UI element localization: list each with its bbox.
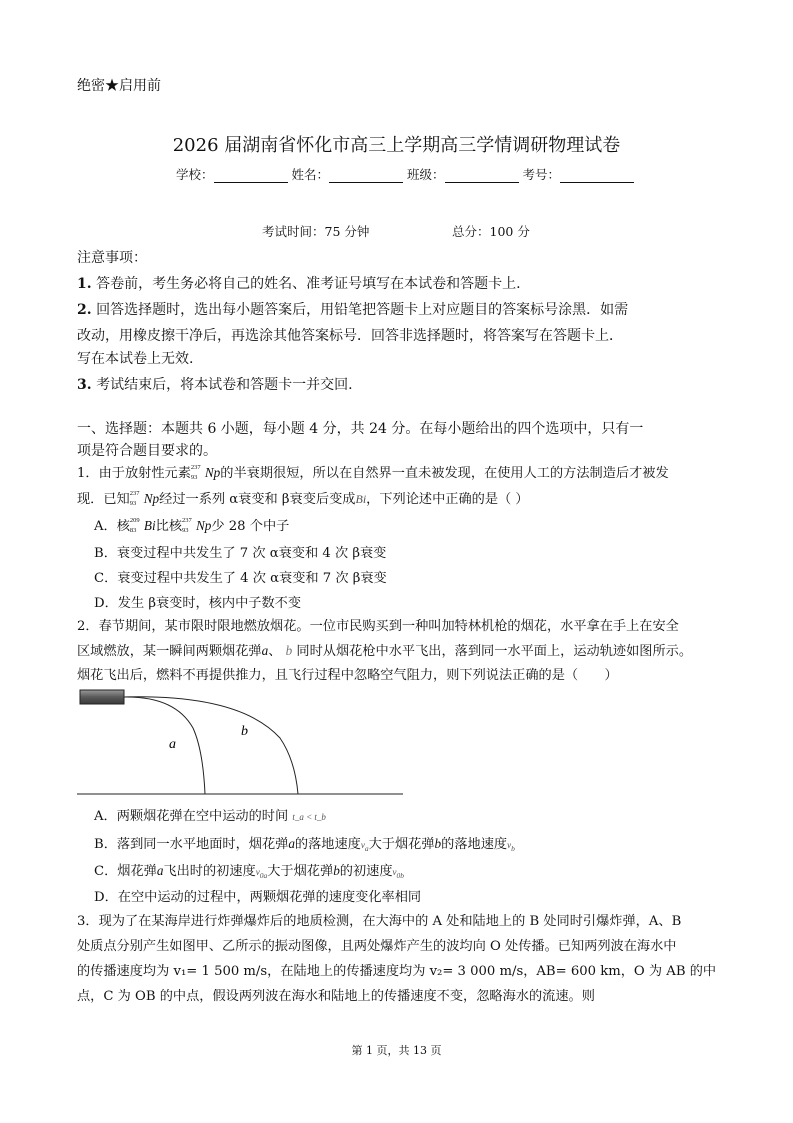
page-footer: 第 1 页，共 13 页 <box>351 1044 442 1057</box>
np-isotope: 237 93 <box>190 463 201 481</box>
q1-option-d[interactable]: D．发生 β衰变时，核内中子数不变 <box>94 596 302 611</box>
question-1-line-2: 现．已知 237 93 Np经过一系列 α衰变和 β衰变后变成Bi，下列论述中正确的是（ ） <box>77 489 529 507</box>
label-b: b <box>241 724 248 739</box>
question-3-line-1: 3．现为了在某海岸进行炸弹爆炸后的地质检测，在大海中的 A 处和陆地上的 B 处同时引爆炸弹，A、B <box>77 914 682 929</box>
note-item: 写在本试卷上无效. <box>77 351 194 367</box>
trajectory-b <box>124 697 298 794</box>
question-3-line-2: 处质点分别产生如图甲、乙所示的振动图像，且两处爆炸产生的波均向 O 处传播。已知两列波在海水中 <box>77 939 677 954</box>
note-item: 改动，用橡皮擦干净后，再选涂其他答案标号．回答非选择题时，将答案写在答题卡上． <box>77 328 623 344</box>
class-field[interactable] <box>445 170 519 183</box>
note-item: 2. 回答选择题时，选出每小题答案后，用铅笔把答题卡上对应题目的答案标号涂黑．如需 <box>77 302 629 318</box>
exam-time: 考试时间：75 分钟 <box>262 224 370 239</box>
page-title: 2026 届湖南省怀化市高三上学期高三学情调研物理试卷 <box>172 135 621 156</box>
q1-option-b[interactable]: B．衰变过程中共发生了 7 次 α衰变和 4 次 β衰变 <box>94 546 387 561</box>
question-2-line-3: 烟花飞出后，燃料不再提供推力，且飞行过程中忽略空气阻力，则下列说法正确的是（ ） <box>77 668 618 683</box>
q2-option-a[interactable]: A．两颗烟花弹在空中运动的时间 t_a < t_b <box>94 809 326 824</box>
launcher-tube <box>80 690 124 704</box>
school-label: 学校： <box>176 167 214 182</box>
name-field[interactable] <box>329 170 403 183</box>
question-3-line-4: 点，C 为 OB 的中点，假设两列波在海水和陆地上的传播速度不变，忽略海水的流速。则 <box>77 989 595 1004</box>
student-info-row <box>176 165 638 183</box>
q2-option-b[interactable]: B．落到同一水平地面时，烟花弹a的落地速度$v_a$大于烟花弹b的落地速度$v_b$ <box>94 836 515 853</box>
q1-option-a[interactable]: A．核 209 83 Bi比核 237 93 Np少 28 个中子 <box>94 516 290 534</box>
question-3-line-3: 的传播速度均为 v₁= 1 500 m/s，在陆地上的传播速度均为 v₂= 3 000 m/s，AB= 600 km，O 为 AB 的中 <box>77 964 717 979</box>
trajectory-a <box>124 697 205 794</box>
school-field[interactable] <box>214 170 288 183</box>
class-label: 班级： <box>407 167 445 182</box>
exam-number-field[interactable] <box>560 170 634 183</box>
section-heading-cont: 项是符合题目要求的。 <box>77 443 217 459</box>
question-1-line-1: 1．由于放射性元素 237 93 Np的半衰期很短，所以在自然界一直未被发现，在使用人工的方法制造后才被发 <box>77 463 669 481</box>
label-a: a <box>169 737 176 752</box>
section-heading: 一、选择题：本题共 6 小题，每小题 4 分，共 24 分。在每小题给出的四个选项中，只有一 <box>77 421 644 437</box>
trajectory-figure <box>75 688 405 800</box>
q2-option-d[interactable]: D．在空中运动的过程中，两颗烟花弹的速度变化率相同 <box>94 890 422 905</box>
question-2-line-1: 2．春节期间，某市限时限地燃放烟花。一位市民购买到一种叫加特林机枪的烟花，水平拿在手上在安全 <box>77 619 679 634</box>
secret-label: 绝密★启用前 <box>77 78 161 94</box>
note-item: 3. 考试结束后，将本试卷和答题卡一并交回. <box>77 377 353 393</box>
q1-option-c[interactable]: C．衰变过程中共发生了 4 次 α衰变和 7 次 β衰变 <box>94 571 387 586</box>
question-2-line-2: 区域燃放，某一瞬间两颗烟花弹a、 b 同时从烟花枪中水平飞出，落到同一水平面上，运动轨迹如图所示。 <box>77 643 693 659</box>
name-label: 姓名： <box>291 167 330 182</box>
total-score: 总分：100 分 <box>452 224 530 239</box>
note-item: 1. 答卷前，考生务必将自己的姓名、准考证号填写在本试卷和答题卡上. <box>77 276 521 292</box>
notes-heading: 注意事项： <box>77 250 147 266</box>
q2-option-c[interactable]: C．烟花弹a飞出时的初速度$v_{0a}$大于烟花弹b的初速度$v_{0b}$ <box>94 863 405 880</box>
exam-number-label: 考号： <box>522 167 561 182</box>
